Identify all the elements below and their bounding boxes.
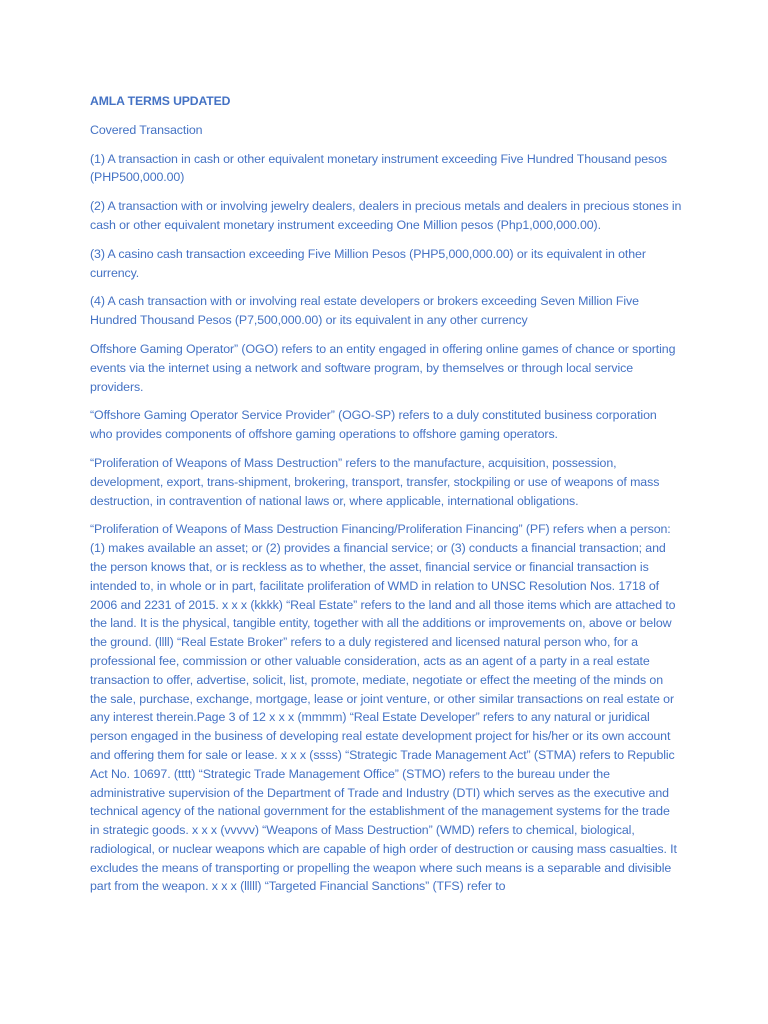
paragraph-ogo-definition: Offshore Gaming Operator” (OGO) refers to an entity engaged in offering online games of chance or sporting events via the internet using a network and software program, by themselves or through local service providers. — [90, 341, 676, 394]
paragraph-1: (1) A transaction in cash or other equivalent monetary instrument exceeding Five Hundred Thousand pesos (PHP500,000.00) — [90, 151, 667, 185]
paragraph-3: (3) A casino cash transaction exceeding Five Million Pesos (PHP5,000,000.00) or its equivalent in other currency. — [90, 246, 646, 280]
paragraph-4: (4) A cash transaction with or involving real estate developers or brokers exceeding Seven Million Five Hundred Thousand Pesos (P7,500,000.00) or its equivalent in any other currency — [90, 294, 639, 328]
paragraph-wmd-proliferation-definition: “Proliferation of Weapons of Mass Destruction” refers to the manufacture, acquisition, possession, development, export, trans-shipment, brokering, transport, transfer, stockpiling or use of weapons of mass destruction, in contravention of national laws or, where applicable, international obligations. — [90, 455, 660, 508]
document-title: AMLA TERMS UPDATED — [90, 94, 231, 108]
document-page — [90, 92, 682, 906]
paragraph-ogo-sp-definition: “Offshore Gaming Operator Service Provider” (OGO-SP) refers to a duly constituted business corporation who provides components of offshore gaming operations to offshore gaming operators. — [90, 408, 657, 442]
paragraph-2: (2) A transaction with or involving jewelry dealers, dealers in precious metals and dealers in precious stones in cash or other equivalent monetary instrument exceeding One Million pesos (Php1,000,000.00). — [90, 199, 682, 232]
section-heading-covered-transaction: Covered Transaction — [90, 122, 203, 137]
paragraph-proliferation-financing-definition: “Proliferation of Weapons of Mass Destruction Financing/Proliferation Financing” (PF) refers when a person: (1) makes available an asset; or (2) provides a financial service; or (3) conducts a financial transaction; and the person knows that, or is reckless as to whether, the asset, financial service or financial transaction is intended to, in whole or in part, facilitate proliferation of WMD in relation to UNSC Resolution Nos. 1718 of 2006 and 2231 of 2015. x x x (kkkk) “Real Estate” refers to the land and all those items which are attached to the land. It is the physical, tangible entity, together with all the additions or improvements on, above or below the ground. (llll) “Real Estate Broker” refers to a duly registered and licensed natural person who, for a professional fee, commission or other valuable consideration, acts as an agent of a party in a real estate transaction to offer, advertise, solicit, list, promote, mediate, negotiate or effect the meeting of the minds on the sale, purchase, exchange, mortgage, lease or joint venture, or other similar transactions on real estate or any interest therein.Page 3 of 12 x x x (mmmm) “Real Estate Developer” refers to any natural or juridical person engaged in the business of developing real estate development project for his/her or its own account and offering them for sale or lease. x x x (ssss) “Strategic Trade Management Act” (STMA) refers to Republic Act No. 10697. (tttt) “Strategic Trade Management Office” (STMO) refers to the bureau under the administrative supervision of the Department of Trade and Industry (DTI) which serves as the executive and technical agency of the national government for the establishment of the management systems for the trade in strategic goods. x x x (vvvvv) “Weapons of Mass Destruction” (WMD) refers to chemical, biological, radiological, or nuclear weapons which are capable of high order of destruction or causing mass casualties. It excludes the means of transporting or propelling the weapon where such means is a separable and divisible part from the weapon. x x x (lllll) “Targeted Financial Sanctions” (TFS) refer to — [90, 522, 677, 894]
